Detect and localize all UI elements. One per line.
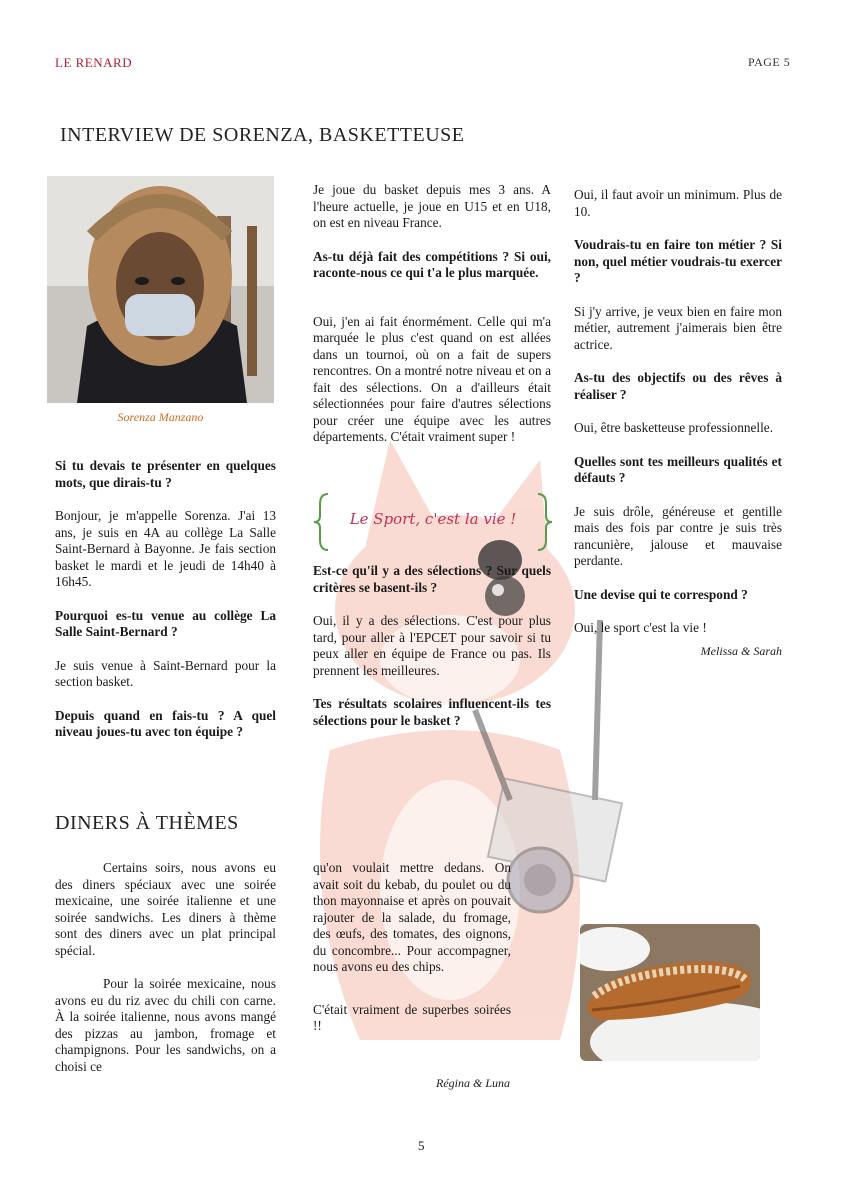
question: Si tu devais te présenter en quelques mots, que dirais-tu ? <box>55 458 276 490</box>
diners-signature: Régina & Luna <box>436 1076 510 1090</box>
answer: Oui, il y a des sélections. C'est pour plus tard, pour aller à l'EPCET pour savoir si tu peux aller en équipe de France ou pas. Ils prennent les meilleures. <box>313 613 551 678</box>
answer: Oui, le sport c'est la vie ! <box>574 620 707 635</box>
question: As-tu déjà fait des compétitions ? Si oui, raconte-nous ce qui t'a le plus marquée. <box>313 248 551 280</box>
quote-text: Le Sport, c'est la vie ! <box>349 510 517 528</box>
answer: Je suis drôle, généreuse et gentille mais des fois par contre je suis très rancunière, jalouse et mauvaise perdante. <box>574 503 782 568</box>
question: As-tu des objectifs ou des rêves à réaliser ? <box>574 370 782 402</box>
paragraph: Certains soirs, nous avons eu des diners spéciaux avec une soirée mexicaine, une soirée italienne et une soirée sandwichs. Les diners à thème sont des diners avec un plat principal spécial. <box>55 860 276 958</box>
interview-column-2-bottom <box>313 563 551 746</box>
question: Une devise qui te correspond ? <box>574 586 748 602</box>
portrait-photo <box>47 176 274 403</box>
answer: Si j'y arrive, je veux bien en faire mon métier, autrement j'aimerais bien être actrice. <box>574 303 782 352</box>
question: Pourquoi es-tu venue au collège La Salle Saint-Bernard ? <box>55 607 276 639</box>
answer: Oui, j'en ai fait énormément. Celle qui m'a marquée le plus c'est quand on est allées dans un tournoi, où on a fait de supers rencontres. On a montré notre niveau et on a fait des sélections. On a d'ailleurs était sélectionnées pour faire d'autres sélections pour créer une équipe avec les autres départements. C'était vraiment super ! <box>313 313 551 444</box>
interview-signature: Melissa & Sarah <box>700 643 782 658</box>
interview-column-3 <box>574 187 782 659</box>
question: Depuis quand en fais-tu ? A quel niveau joues-tu avec ton équipe ? <box>55 707 276 739</box>
pull-quote <box>312 490 554 554</box>
page-label: PAGE 5 <box>748 55 791 69</box>
interview-column-2 <box>313 182 551 463</box>
diners-column-1 <box>55 860 276 1092</box>
question: Voudrais-tu en faire ton métier ? Si non, quel métier voudrais-tu exercer ? <box>574 237 782 285</box>
answer: Bonjour, je m'appelle Sorenza. J'ai 13 ans, je suis en 4A au collège La Salle Saint-Bernard à Bayonne. Je fais section basket le mardi et le jeudi de 14h40 à 16h45. <box>55 508 276 589</box>
answer: Je joue du basket depuis mes 3 ans. A l'heure actuelle, je joue en U15 et en U18, on est en niveau France. <box>313 182 551 230</box>
paragraph: qu'on voulait mettre dedans. On avait soit du kebab, du poulet ou du thon mayonnaise et après on pouvait rajouter de la salade, du fromage, des œufs, des tomates, des oignons, du concombre... Pour accompagner, nous avons eu des chips. <box>313 860 511 974</box>
diners-title: DINERS À THÈMES <box>55 812 239 834</box>
answer: Oui, être basketteuse professionnelle. <box>574 420 774 435</box>
interview-column-1 <box>55 458 276 758</box>
page-number: 5 <box>418 1138 425 1153</box>
answer: Je suis venue à Saint-Bernard pour la section basket. <box>55 657 276 689</box>
photo-caption: Sorenza Manzano <box>117 410 204 424</box>
magazine-name: LE RENARD <box>55 55 133 70</box>
sandwich-photo <box>580 924 760 1061</box>
question: Tes résultats scolaires influencent-ils tes sélections pour le basket ? <box>313 696 551 728</box>
interview-title: INTERVIEW DE SORENZA, BASKETTEUSE <box>60 124 465 146</box>
answer: Oui, il faut avoir un minimum. Plus de 10. <box>574 187 782 219</box>
diners-column-2 <box>313 860 511 1052</box>
paragraph: Pour la soirée mexicaine, nous avons eu du riz avec du chili con carne. À la soirée italienne, nous avons mangé des pizzas au jambon, fromage et champignons. Pour les sandwichs, on a choisi ce <box>55 976 276 1074</box>
question: Quelles sont tes meilleurs qualités et défauts ? <box>574 453 782 485</box>
question: Est-ce qu'il y a des sélections ? Sur quels critères se basent-ils ? <box>313 563 551 595</box>
paragraph: C'était vraiment de superbes soirées !! <box>313 1001 511 1033</box>
